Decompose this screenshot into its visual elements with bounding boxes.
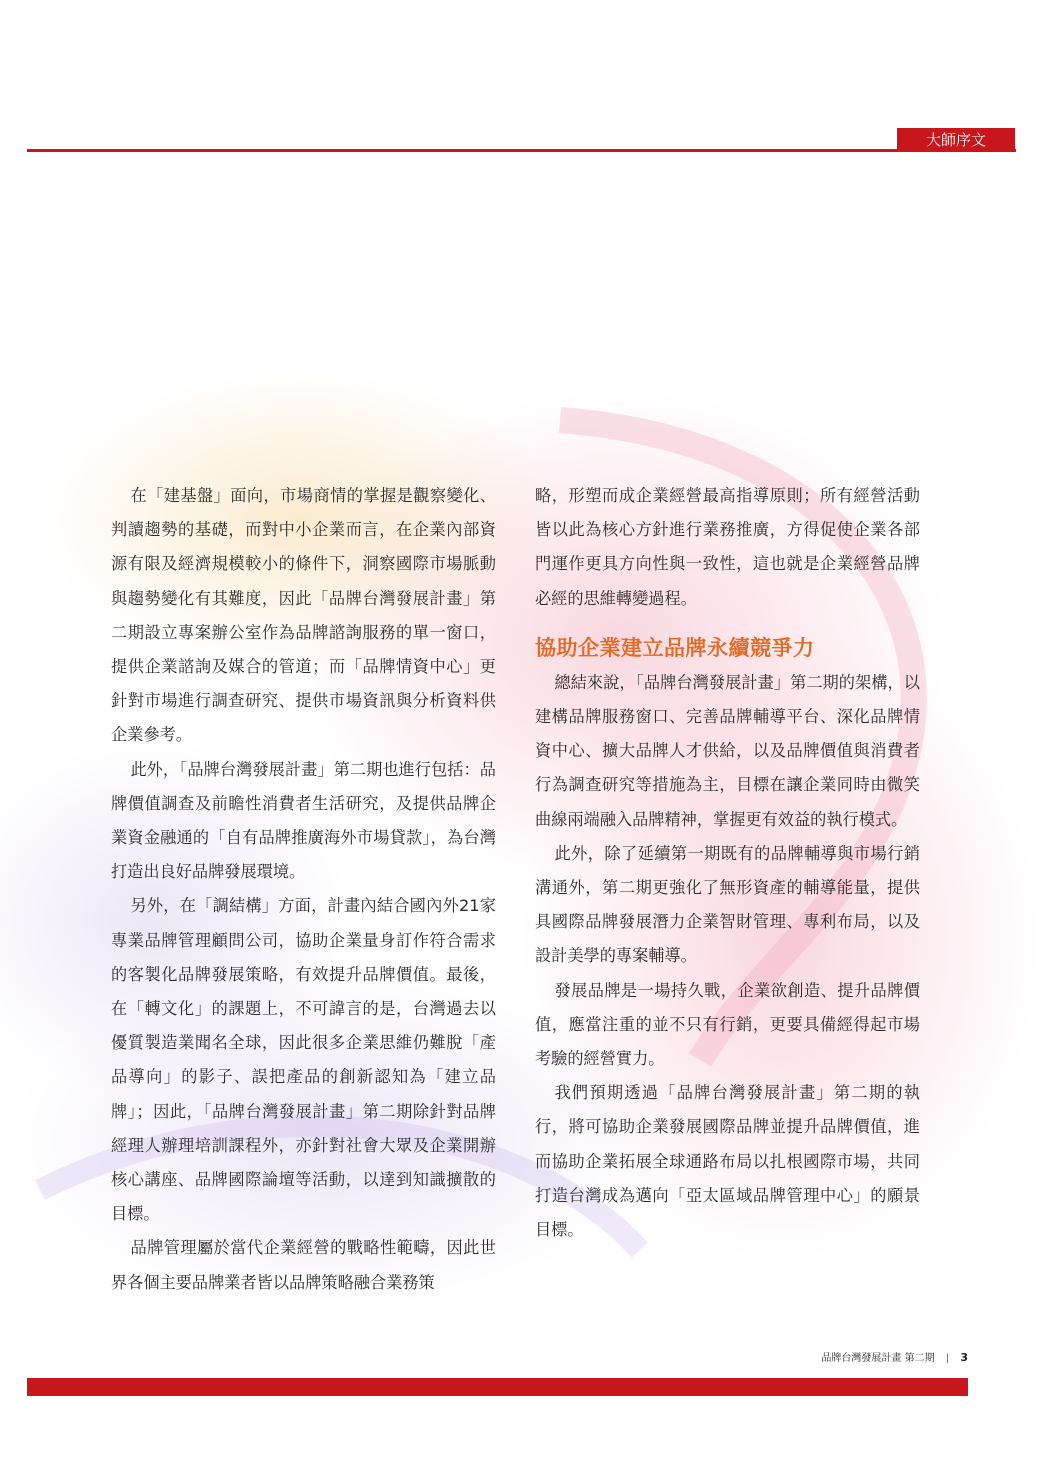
- right-column: [535, 479, 920, 1247]
- page-footer: [821, 1349, 968, 1364]
- footer-publication: 品牌台灣發展計畫: [821, 1353, 902, 1364]
- footer-separator: |: [945, 1353, 950, 1364]
- section-heading: 協助企業建立品牌永續競爭力: [535, 635, 815, 660]
- page-number: 3: [960, 1351, 968, 1364]
- body-paragraph: 此外，「品牌台灣發展計畫」第二期也進行包括：品牌價值調查及前瞻性消費者生活研究，及提供品牌企業資金融通的「自有品牌推廣海外市場貸款」，為台灣打造出良好品牌發展環境。: [111, 759, 496, 882]
- body-paragraph: 品牌管理屬於當代企業經營的戰略性範疇，因此世界各個主要品牌業者皆以品牌策略融合業務策: [111, 1238, 496, 1292]
- body-paragraph: 發展品牌是一場持久戰，企業欲創造、提升品牌價值，應當注重的並不只有行銷，更要具備經得起市場考驗的經營實力。: [535, 980, 920, 1069]
- body-paragraph: 在「建基盤」面向，市場商情的掌握是觀察變化、判讀趨勢的基礎，而對中小企業而言，在企業內部資源有限及經濟規模較小的條件下，洞察國際市場脈動與趨勢變化有其難度，因此「品牌台灣發展計畫」第二期設立專案辦公室作為品牌諮詢服務的單一窗口，提供企業諮詢及媒合的管道；而「品牌情資中心」更針對市場進行調查研究、提供市場資訊與分析資料供企業參考。: [111, 486, 496, 745]
- continued-paragraph: 略，形塑而成企業經營最高指導原則；所有經營活動皆以此為核心方針進行業務推廣，方得促使企業各部門運作更具方向性與一致性，這也就是企業經營品牌必經的思維轉變過程。: [535, 486, 920, 608]
- bottom-red-bar: [27, 1378, 968, 1396]
- footer-issue: 第二期: [904, 1353, 935, 1364]
- top-red-rule: [27, 149, 1016, 152]
- body-paragraph: 另外，在「調結構」方面，計畫內結合國內外21家專業品牌管理顧問公司，協助企業量身訂作符合需求的客製化品牌發展策略，有效提升品牌價值。最後，在「轉文化」的課題上，不可諱言的是，台灣過去以優質製造業聞名全球，因此很多企業思維仍難脫「產品導向」的影子、誤把產品的創新認知為「建立品牌」；因此，「品牌台灣發展計畫」第二期除針對品牌經理人辦理培訓課程外，亦針對社會大眾及企業開辦核心講座、品牌國際論壇等活動，以達到知識擴散的目標。: [111, 896, 496, 1224]
- body-paragraph: 總結來說，「品牌台灣發展計畫」第二期的架構，以建構品牌服務窗口、完善品牌輔導平台、深化品牌情資中心、擴大品牌人才供給，以及品牌價值與消費者行為調查研究等措施為主，目標在讓企業同時由微笑曲線兩端融入品牌精神，掌握更有效益的執行模式。: [535, 672, 920, 829]
- left-column: [111, 479, 496, 1300]
- body-paragraph: 我們預期透過「品牌台灣發展計畫」第二期的執行，將可協助企業發展國際品牌並提升品牌價值，進而協助企業拓展全球通路布局以扎根國際市場，共同打造台灣成為邁向「亞太區域品牌管理中心」的願景目標。: [535, 1083, 920, 1240]
- section-tab: 大師序文: [897, 128, 1015, 152]
- body-paragraph: 此外，除了延續第一期既有的品牌輔導與市場行銷溝通外，第二期更強化了無形資產的輔導能量，提供具國際品牌發展潛力企業智財管理、專利布局，以及設計美學的專案輔導。: [535, 843, 920, 966]
